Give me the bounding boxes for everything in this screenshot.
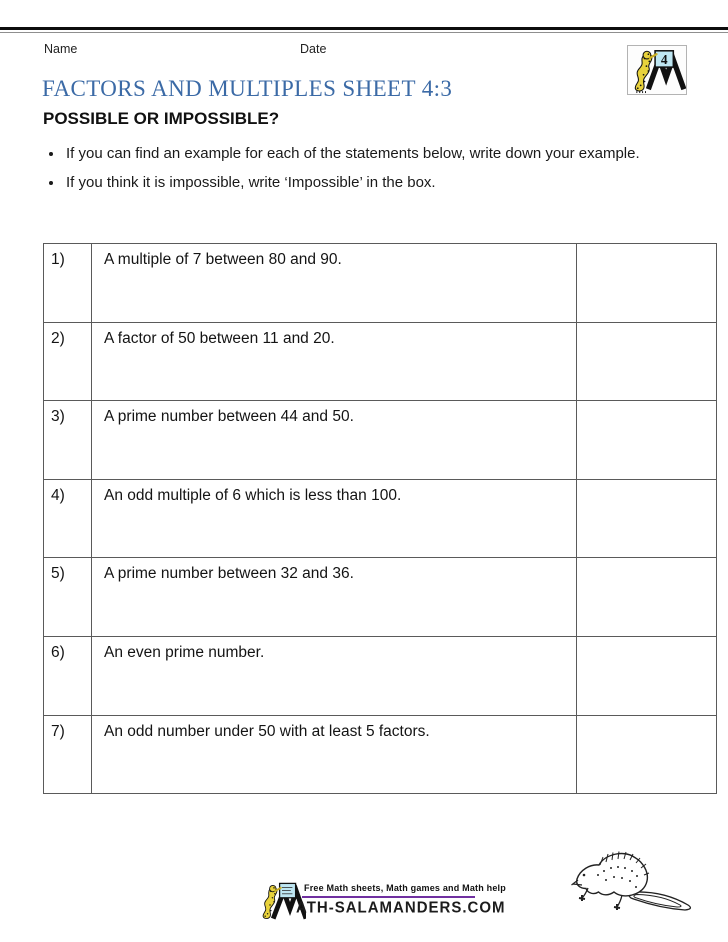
page-title: FACTORS AND MULTIPLES SHEET 4:3 xyxy=(42,76,453,101)
question-statement: An odd number under 50 with at least 5 factors. xyxy=(92,715,577,794)
question-number: 5) xyxy=(44,558,92,637)
question-statement: A factor of 50 between 11 and 20. xyxy=(92,322,577,401)
question-number: 7) xyxy=(44,715,92,794)
salamander-easel-icon xyxy=(628,46,686,94)
answer-box xyxy=(577,715,717,794)
salamander-sketch-icon xyxy=(570,845,710,920)
table-row xyxy=(44,401,717,480)
table-row xyxy=(44,479,717,558)
instruction-list xyxy=(43,140,689,198)
question-number: 6) xyxy=(44,636,92,715)
sketch-rear-foot xyxy=(614,904,620,910)
question-statement: An odd multiple of 6 which is less than 100. xyxy=(92,479,577,558)
question-number: 1) xyxy=(44,244,92,323)
question-statement: An even prime number. xyxy=(92,636,577,715)
footer-tagline: Free Math sheets, Math games and Math help xyxy=(304,883,506,893)
question-number: 2) xyxy=(44,322,92,401)
answer-box xyxy=(577,401,717,480)
table-row xyxy=(44,558,717,637)
logo-grade-number: 4 xyxy=(660,52,668,68)
instruction-item: • If you can find an example for each of the statements below, write down your example. xyxy=(64,140,689,168)
footer-purple-rule xyxy=(302,896,475,898)
top-rule-thin xyxy=(0,32,728,33)
top-rule-thick xyxy=(0,27,728,30)
footer-site-text: ATH-SALAMANDERS.COM xyxy=(296,899,506,917)
table-row xyxy=(44,244,717,323)
question-number: 4) xyxy=(44,479,92,558)
table-row xyxy=(44,322,717,401)
possible-impossible-table xyxy=(43,243,717,794)
math-salamanders-logo xyxy=(627,45,687,95)
salamander-sketch-drawing xyxy=(570,845,710,920)
answer-box xyxy=(577,636,717,715)
footer-salamander-eye xyxy=(273,887,274,888)
name-field-label: Name xyxy=(44,42,78,56)
date-field-label: Date xyxy=(300,42,327,56)
sketch-eye xyxy=(583,874,586,877)
question-statement: A prime number between 32 and 36. xyxy=(92,558,577,637)
question-statement: A prime number between 44 and 50. xyxy=(92,401,577,480)
instruction-item: • If you think it is impossible, write ‘Impossible’ in the box. xyxy=(64,169,689,197)
table-row xyxy=(44,715,717,794)
answer-box xyxy=(577,322,717,401)
answer-box xyxy=(577,558,717,637)
question-statement: A multiple of 7 between 80 and 90. xyxy=(92,244,577,323)
question-number: 3) xyxy=(44,401,92,480)
answer-box xyxy=(577,244,717,323)
answer-box xyxy=(577,479,717,558)
table-row xyxy=(44,636,717,715)
logo-salamander-eye xyxy=(647,53,649,55)
page-subtitle: POSSIBLE OR IMPOSSIBLE? xyxy=(43,109,280,128)
